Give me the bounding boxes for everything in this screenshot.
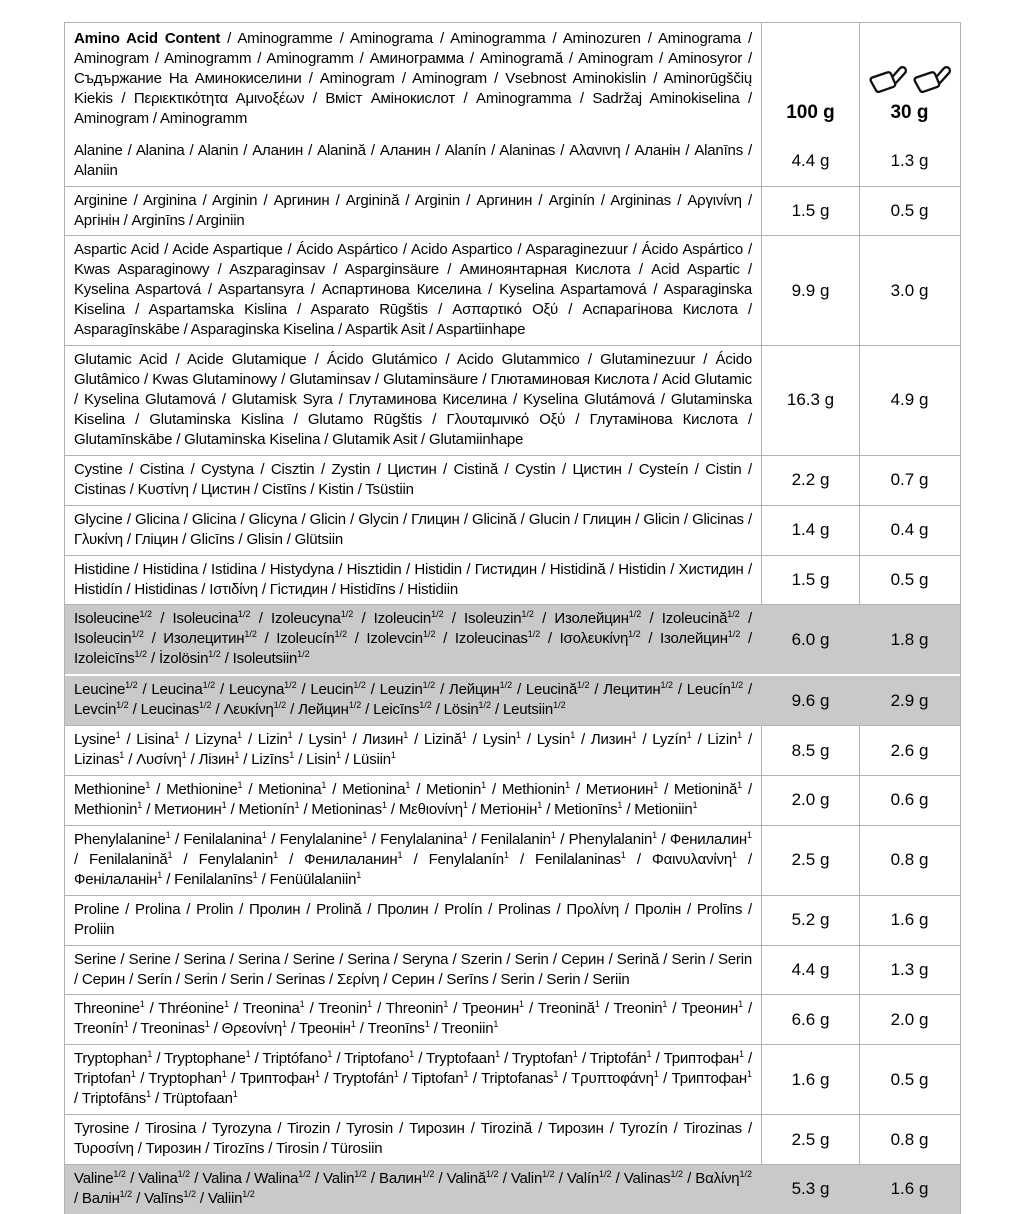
value-100g: 1.5 g bbox=[762, 187, 860, 236]
table-row bbox=[65, 994, 960, 1044]
table-row bbox=[65, 1164, 960, 1214]
table-row bbox=[65, 725, 960, 775]
value-100g: 2.5 g bbox=[762, 826, 860, 895]
amino-acid-names: Tryptophan$^1$ / Tryptophane$^1$ / Triptófano$^1$ / Triptofano$^1$ / Tryptofaan$^1$ / Tryptofan$^1$ / Triptofán$^1$ / Триптофан$^1$ / Triptofan$^1$ / Tryptophan$^1$ / Триптофан$^1$ / Tryptofán$^1$ / Tiptofan$^1$ / Triptofanas$^1$ / Τρυπτοφάνη$^1$ / Триптофан$^1$ / Triptofāns$^1$ / Trüptofaan$^1$ bbox=[65, 1045, 762, 1114]
amino-acid-names: Alanine / Alanina / Alanin / Аланин / Alanină / Аланин / Alanín / Alaninas / Αλανινη / Аланін / Alanīns / Alaniin bbox=[65, 137, 762, 186]
table-row bbox=[65, 1044, 960, 1114]
amino-acid-names: Valine$^{1/2}$ / Valina$^{1/2}$ / Valina / Walina$^{1/2}$ / Valin$^{1/2}$ / Валин$^{1/2}$ / Valină$^{1/2}$ / Valin$^{1/2}$ / Valín$^{1/2}$ / Valinas$^{1/2}$ / Βαλίνη$^{1/2}$ / Валін$^{1/2}$ / Valīns$^{1/2}$ / Valiin$^{1/2}$ bbox=[74, 1169, 752, 1207]
value-30g: 0.8 g bbox=[890, 1129, 929, 1149]
value-30g: 0.5 g bbox=[890, 1069, 929, 1089]
value-30g: 2.9 g bbox=[890, 690, 929, 710]
value-30g: 1.6 g bbox=[890, 1179, 929, 1199]
value-30g: 0.6 g bbox=[890, 790, 929, 810]
value-100g: 16.3 g bbox=[762, 346, 860, 455]
table-row bbox=[65, 235, 960, 345]
table-body bbox=[65, 137, 960, 1214]
table-row bbox=[65, 137, 960, 186]
value-30g: 2.0 g bbox=[890, 1009, 929, 1029]
amino-acid-names: Leucine$^{1/2}$ / Leucina$^{1/2}$ / Leucyna$^{1/2}$ / Leucin$^{1/2}$ / Leuzin$^{1/2}$ / Лейцин$^{1/2}$ / Leucină$^{1/2}$ / Лецитин$^{1/2}$ / Leucín$^{1/2}$ / Levcin$^{1/2}$ / Leucinas$^{1/2}$ / Λευκίνη$^{1/2}$ / Лейцин$^{1/2}$ / Leicīns$^{1/2}$ / Lösin$^{1/2}$ / Leutsiin$^{1/2}$ bbox=[74, 680, 753, 719]
scoop-icons bbox=[867, 64, 953, 97]
column-header-100g bbox=[762, 23, 860, 137]
amino-acid-table bbox=[64, 22, 961, 1214]
amino-acid-names: Arginine / Arginina / Arginin / Аргинин / Arginină / Arginin / Аргинин / Arginín / Argininas / Αργινίνη / Аргінін / Arginīns / Arginiin bbox=[65, 187, 762, 236]
value-100g: 1.5 g bbox=[762, 556, 860, 605]
table-header-row bbox=[65, 23, 960, 137]
table-row bbox=[65, 945, 960, 995]
value-100g: 4.4 g bbox=[762, 137, 860, 186]
value-100g: 9.9 g bbox=[762, 236, 860, 345]
value-30g: 1.8 g bbox=[890, 629, 929, 649]
table-row bbox=[65, 1114, 960, 1164]
table-row bbox=[65, 505, 960, 555]
value-100g: 1.4 g bbox=[762, 506, 860, 555]
amino-acid-names: Histidine / Histidina / Istidina / Histydyna / Hisztidin / Histidin / Гистидин / Histidină / Histidin / Хистидин / Histidín / Histidinas / Ιστιδίνη / Гістидин / Histidīns / Histidiin bbox=[65, 556, 762, 605]
value-30g: 1.6 g bbox=[890, 910, 929, 930]
value-30g: 3.0 g bbox=[890, 280, 929, 300]
amino-acid-names: Proline / Prolina / Prolin / Пролин / Prolină / Пролин / Prolín / Prolinas / Προλίνη / Пролін / Prolīns / Proliin bbox=[65, 896, 762, 945]
table-row bbox=[65, 604, 960, 674]
value-100g: 5.2 g bbox=[762, 896, 860, 945]
table-row bbox=[65, 895, 960, 945]
amino-acid-names: Aspartic Acid / Acide Aspartique / Ácido Aspártico / Acido Aspartico / Asparaginezuur / Ácido Aspártico / Kwas Asparaginowy / Aszparaginsav / Asparginsäure / Аминоянтарная Кислота / Acid Aspartic / Kyselina Aspartová / Aspartansyra / Аспартинова Киселина / Kyselina Aspartamová / Asparaginska Kiselina / Aspartamska Kislina / Asparato Rūgštis / Ασπαρτικό Οξύ / Аспарагінова Кислота / Asparagīnskābe / Asparaginska Kiselina / Aspartik Asit / Aspartiinhape bbox=[65, 236, 762, 345]
value-30g: 0.5 g bbox=[890, 201, 929, 220]
value-100g: 2.0 g bbox=[762, 776, 860, 825]
value-30g: 0.8 g bbox=[890, 850, 929, 870]
table-row bbox=[65, 775, 960, 825]
value-100g: 2.5 g bbox=[762, 1115, 860, 1164]
value-100g: 6.0 g bbox=[791, 629, 830, 649]
amino-acid-names: Threonine$^1$ / Thréonine$^1$ / Treonina$^1$ / Treonin$^1$ / Threonin$^1$ / Треонин$^1$ / Treonină$^1$ / Treonin$^1$ / Треонин$^1$ / Treonín$^1$ / Treoninas$^1$ / Θρεονίνη$^1$ / Треонін$^1$ / Treonīns$^1$ / Treoniin$^1$ bbox=[65, 995, 762, 1044]
table-title-bold: Amino Acid Content bbox=[74, 30, 221, 47]
value-30g: 4.9 g bbox=[890, 390, 929, 410]
scoop-icon bbox=[911, 64, 953, 97]
value-100g: 8.5 g bbox=[762, 726, 860, 775]
table-row bbox=[65, 186, 960, 236]
scoop-icon bbox=[867, 64, 909, 97]
value-30g: 2.6 g bbox=[890, 740, 929, 760]
table-row bbox=[65, 345, 960, 455]
value-100g: 4.4 g bbox=[762, 946, 860, 995]
value-100g: 2.2 g bbox=[762, 456, 860, 505]
value-30g: 0.5 g bbox=[890, 570, 929, 589]
table-title bbox=[65, 23, 762, 137]
table-row bbox=[65, 455, 960, 505]
amino-acid-names: Serine / Serine / Serina / Serina / Serine / Serina / Seryna / Szerin / Serin / Серин / Serină / Serin / Serin / Серин / Serín / Serin / Serin / Serinas / Σερίνη / Серин / Serīns / Serin / Serin / Seriin bbox=[65, 946, 762, 995]
column-header-100g-label: 100 g bbox=[786, 101, 835, 123]
amino-acid-names: Phenylalanine$^1$ / Fenilalanina$^1$ / Fenylalanine$^1$ / Fenylalanina$^1$ / Fenilalanin$^1$ / Phenylalanin$^1$ / Фенилалин$^1$ / Fenilalanină$^1$ / Fenylalanin$^1$ / Фенилаланин$^1$ / Fenylalanín$^1$ / Fenilalaninas$^1$ / Φαινυλανίνη$^1$ / Фенілаланін$^1$ / Fenilalanīns$^1$ / Fenüülalaniin$^1$ bbox=[65, 826, 762, 895]
amino-acid-names: Glutamic Acid / Acide Glutamique / Ácido Glutámico / Acido Glutammico / Glutaminezuur / Ácido Glutâmico / Kwas Glutaminowy / Glutaminsav / Glutaminsäure / Глютаминовая Кислота / Acid Glutamic / Kyselina Glutamová / Glutamisk Syra / Глутаминова Киселина / Kyselina Glutámová / Glutaminska Kiselina / Glutaminska Kislina / Glutamo Rūgštis / Γλουταμινικό Οξύ / Глутамінова Кислота / Glutamīnskābe / Glutaminska Kiselina / Glutamik Asit / Glutamiinhape bbox=[65, 346, 762, 455]
amino-acid-names: Cystine / Cistina / Cystyna / Cisztin / Zystin / Цистин / Cistină / Cystin / Цистин / Cysteín / Cistin / Cistinas / Κυστίνη / Цистин / Cistīns / Kistin / Tsüstiin bbox=[65, 456, 762, 505]
value-100g: 5.3 g bbox=[791, 1179, 830, 1199]
table-row bbox=[65, 555, 960, 605]
column-header-30g-label: 30 g bbox=[890, 101, 929, 123]
table-title-translations: / Aminogramme / Aminograma / Aminogramma / Aminozuren / Aminograma / Aminogram / Aminogramm / Aminogramm / Аминограмма / Aminogramă / Aminogram / Aminosyror / Съдържание На Аминокиселини / Aminogram / Aminogram / Vsebnost Aminokislin / Aminorūgščių Kiekis / Περιεκτικότητα Αμινοξέων / Вміст Амінокислот / Aminogramma / Sadržaj Aminokiselina / Aminogram / Aminogramm bbox=[74, 30, 752, 127]
table-row bbox=[65, 674, 960, 725]
value-30g: 0.7 g bbox=[890, 470, 929, 490]
value-30g: 1.3 g bbox=[890, 151, 929, 171]
column-header-30g bbox=[860, 23, 959, 137]
amino-acid-names: Tyrosine / Tirosina / Tyrozyna / Tirozin / Tyrosin / Тирозин / Tirozină / Тирозин / Tyrozín / Tirozinas / Τυροσίνη / Тирозин / Tirozīns / Tirosin / Türosiin bbox=[65, 1115, 762, 1164]
value-100g: 1.6 g bbox=[762, 1045, 860, 1114]
table-row bbox=[65, 825, 960, 895]
value-100g: 9.6 g bbox=[791, 690, 830, 710]
amino-acid-names: Glycine / Glicina / Glicina / Glicyna / Glicin / Glycin / Глицин / Glicină / Glucin / Глицин / Glicin / Glicinas / Γλυκίνη / Гліцин / Glicīns / Glisin / Glütsiin bbox=[65, 506, 762, 555]
value-100g: 6.6 g bbox=[762, 995, 860, 1044]
amino-acid-names: Lysine$^1$ / Lisina$^1$ / Lizyna$^1$ / Lizin$^1$ / Lysin$^1$ / Лизин$^1$ / Lizină$^1$ / Lysin$^1$ / Lysin$^1$ / Лизин$^1$ / Lyzín$^1$ / Lizin$^1$ / Lizinas$^1$ / Λυσίνη$^1$ / Лізин$^1$ / Lizīns$^1$ / Lisin$^1$ / Lüsiin$^1$ bbox=[65, 726, 762, 775]
value-30g: 1.3 g bbox=[890, 960, 929, 979]
amino-acid-names: Isoleucine$^{1/2}$ / Isoleucina$^{1/2}$ / Izoleucyna$^{1/2}$ / Izoleucin$^{1/2}$ / Isoleuzin$^{1/2}$ / Изолейцин$^{1/2}$ / Izoleucină$^{1/2}$ / Isoleucin$^{1/2}$ / Изолецитин$^{1/2}$ / Izoleucín$^{1/2}$ / Izolevcin$^{1/2}$ / Izoleucinas$^{1/2}$ / Ισολευκίνη$^{1/2}$ / Ізолейцин$^{1/2}$ / Izoleicīns$^{1/2}$ / İzolösin$^{1/2}$ / Isoleutsiin$^{1/2}$ bbox=[74, 609, 753, 668]
amino-acid-names: Methionine$^1$ / Methionine$^1$ / Metionina$^1$ / Metionina$^1$ / Metionin$^1$ / Methionin$^1$ / Метионин$^1$ / Metionină$^1$ / Methionin$^1$ / Метионин$^1$ / Metionín$^1$ / Metioninas$^1$ / Μεθιονίνη$^1$ / Метіонін$^1$ / Metionīns$^1$ / Metioniin$^1$ bbox=[65, 776, 762, 825]
value-30g: 0.4 g bbox=[890, 520, 929, 540]
